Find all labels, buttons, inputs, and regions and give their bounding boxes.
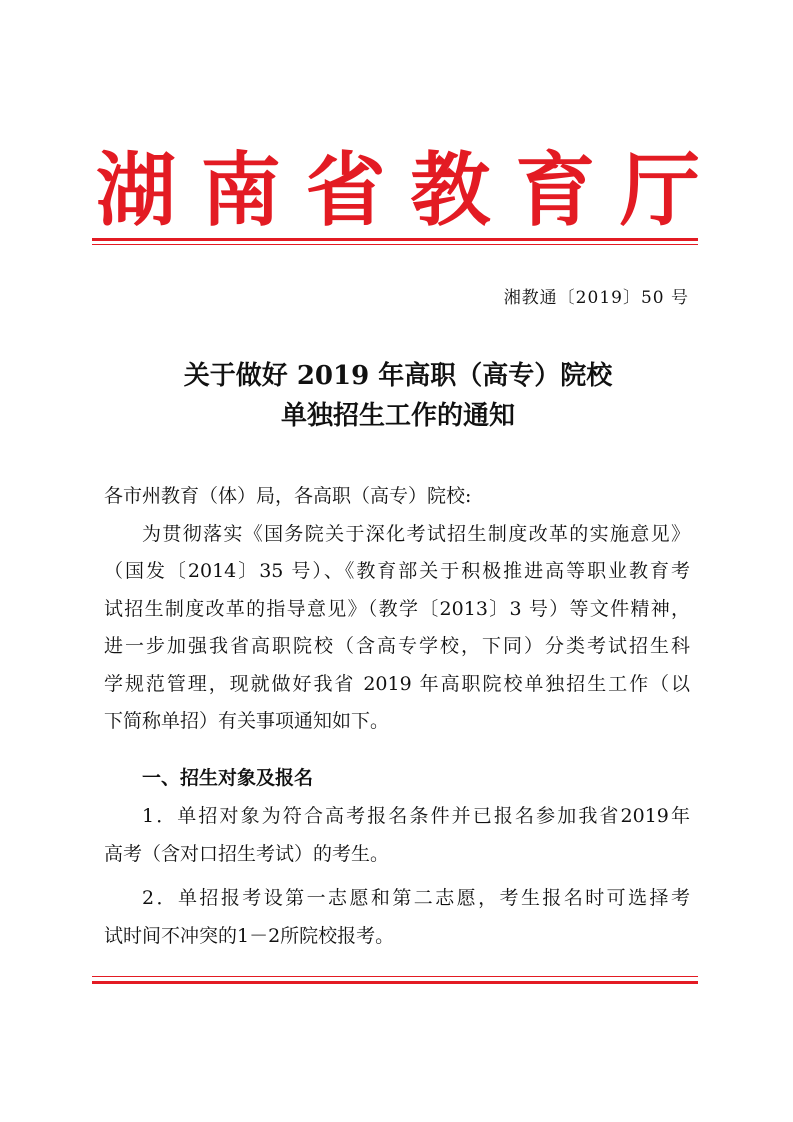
header-rule-thin [92, 244, 698, 245]
paragraph-line: 高考（含对口招生考试）的考生。 [104, 843, 390, 865]
masthead-title [96, 140, 700, 240]
document-number: 湘教通〔2019〕50 号 [503, 288, 689, 308]
paragraph-line: （国发〔2014〕35 号）、《教育部关于积极推进高等职业教育考 [104, 560, 690, 582]
paragraph-line: 进一步加强我省高职院校（含高专学校，下同）分类考试招生科 [104, 635, 690, 657]
paragraph-line: 下简称单招）有关事项通知如下。 [104, 710, 390, 732]
paragraph-line: 学规范管理，现就做好我省 2019 年高职院校单独招生工作（以 [104, 673, 690, 695]
masthead-char: 湖 [96, 143, 176, 237]
paragraph-line: 2．单招报考设第一志愿和第二志愿，考生报名时可选择考 [142, 887, 690, 909]
masthead-char: 育 [515, 143, 596, 237]
paragraph-line: 为贯彻落实《国务院关于深化考试招生制度改革的实施意见》 [142, 523, 690, 545]
footer-rule-thin [92, 976, 698, 977]
salutation: 各市州教育（体）局，各高职（高专）院校: [104, 485, 472, 507]
paragraph-line: 1．单招对象为符合高考报名条件并已报名参加我省2019年 [142, 805, 690, 827]
header-rule-thick [92, 238, 698, 241]
paragraph-line: 试时间不冲突的1－2所院校报考。 [104, 925, 395, 947]
masthead-char: 教 [410, 143, 491, 237]
masthead-char: 南 [200, 143, 281, 237]
paragraph-line: 试招生制度改革的指导意见》（教学〔2013〕3 号）等文件精神， [104, 598, 690, 620]
section-heading: 一、招生对象及报名 [142, 767, 314, 789]
notice-title-line-1: 关于做好 2019 年高职（高专）院校 [183, 361, 613, 391]
masthead-char: 厅 [619, 143, 700, 237]
notice-title-line-2: 单独招生工作的通知 [280, 401, 515, 431]
masthead-char: 省 [305, 143, 386, 237]
footer-rule-thick [92, 981, 698, 984]
